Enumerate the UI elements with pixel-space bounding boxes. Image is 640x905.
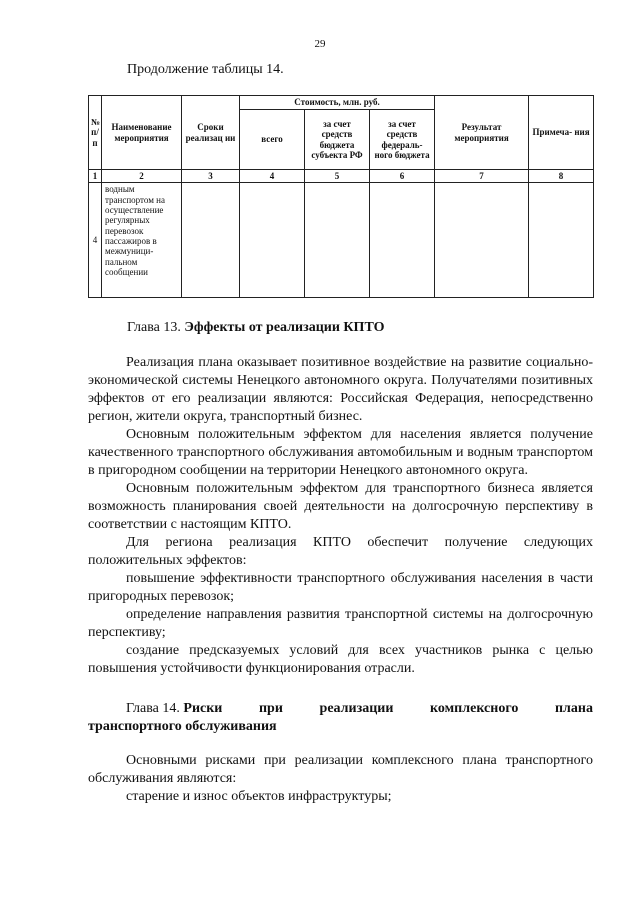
list-item: определение направления развития транспортной системы на долгосрочную перспективу;	[88, 607, 593, 640]
header-federal: за счет средств федераль- ного бюджета	[370, 110, 435, 170]
row-cell	[435, 183, 529, 298]
row-cell	[240, 183, 305, 298]
header-num: № п/п	[89, 96, 102, 170]
chapter-13-body	[88, 354, 593, 678]
table-row	[89, 183, 594, 298]
page-number: 29	[314, 38, 326, 50]
col-number: 3	[182, 170, 240, 183]
header-total: всего	[240, 110, 305, 170]
chapter-13-title: Эффекты от реализации КПТО	[184, 320, 385, 335]
header-note: Примеча- ния	[529, 96, 594, 170]
list-item: повышение эффективности транспортного обслуживания населения в части пригородных перевозок;	[88, 571, 593, 604]
table-caption: Продолжение таблицы 14.	[127, 62, 284, 77]
row-name: водным транспортом на осуществление регулярных перевозок пассажиров в межмуници- пальном сообщении	[102, 183, 182, 298]
chapter-14-prefix: Глава 14. Риски	[126, 701, 223, 716]
chapter-14-title-line2: транспортного обслуживания	[88, 719, 277, 734]
paragraph: Основным положительным эффектом для населения является получение качественного транспортного обслуживания автомобильным и водным транспортом в пригородном сообщении на территории Ненецкого автономного округа.	[88, 427, 593, 478]
chapter-14-word: плана	[554, 701, 593, 716]
row-number: 4	[89, 183, 102, 298]
header-terms: Сроки реализац ии	[182, 96, 240, 170]
chapter-13-prefix: Глава 13.	[127, 320, 181, 335]
paragraph: Основным положительным эффектом для транспортного бизнеса является возможность планирования своей деятельности на долгосрочную перспективу в соответствии с настоящим КПТО.	[88, 481, 593, 532]
list-item: создание предсказуемых условий для всех участников рынка с целью повышения устойчивости функционирования отрасли.	[88, 643, 593, 676]
list-item: старение и износ объектов инфраструктуры;	[126, 789, 392, 804]
col-number: 1	[89, 170, 102, 183]
chapter-14-heading	[88, 700, 593, 736]
chapter-14-word: комплексного	[430, 701, 519, 716]
paragraph: Основными рисками при реализации комплексного плана транспортного обслуживания являются:	[88, 753, 593, 786]
paragraph: Реализация плана оказывает позитивное воздействие на развитие социально-экономической системы Ненецкого автономного округа. Получателями позитивных эффектов от его реализации являются: Российская Федерация, непосредственно регион, жители округа, транспортный бизнес.	[88, 355, 593, 424]
header-name: Наименование мероприятия	[102, 96, 182, 170]
chapter-14-word: реализации	[319, 701, 394, 716]
row-cell	[529, 183, 594, 298]
row-cell	[370, 183, 435, 298]
chapter-14-body	[88, 752, 593, 806]
paragraph: Для региона реализация КПТО обеспечит получение следующих положительных эффектов:	[88, 535, 593, 568]
col-number: 8	[529, 170, 594, 183]
col-number: 6	[370, 170, 435, 183]
measures-table	[88, 95, 594, 298]
row-cell	[305, 183, 370, 298]
header-result: Результат мероприятия	[435, 96, 529, 170]
header-cost: Стоимость, млн. руб.	[240, 96, 435, 110]
row-cell	[182, 183, 240, 298]
col-number: 7	[435, 170, 529, 183]
col-number: 5	[305, 170, 370, 183]
header-regional: за счет средств бюджета субъекта РФ	[305, 110, 370, 170]
col-number: 4	[240, 170, 305, 183]
chapter-13-heading	[127, 320, 385, 336]
chapter-14-word: при	[258, 701, 283, 716]
col-number: 2	[102, 170, 182, 183]
